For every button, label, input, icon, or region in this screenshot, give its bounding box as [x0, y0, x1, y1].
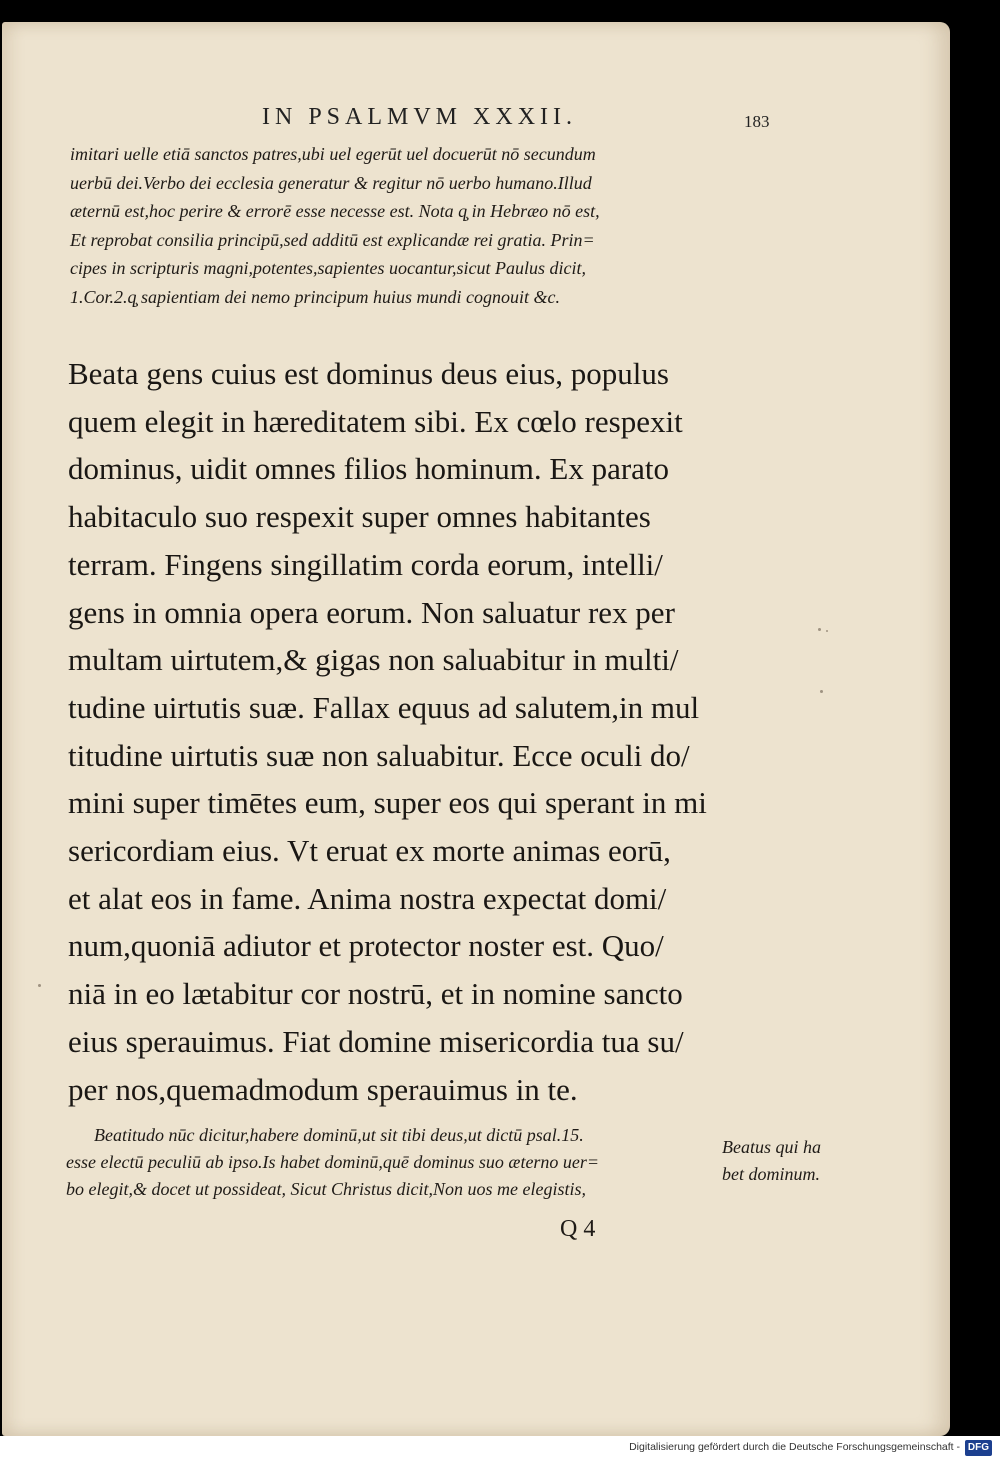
psalm-line: habitaculo suo respexit super omnes habitantes	[68, 499, 651, 535]
psalm-line: per nos,quemadmodum sperauimus in te.	[68, 1071, 578, 1107]
psalm-line: Beata gens cuius est dominus deus eius, populus	[68, 356, 669, 391]
marginal-note-line: Beatus qui ha	[722, 1137, 821, 1157]
psalm-line: gens in omnia opera eorum. Non saluatur rex per	[68, 594, 675, 630]
psalm-text-block	[68, 350, 758, 1113]
commentary-line: Et reprobat consilia principū,sed additū est explicandæ rei gratia. Prin=	[70, 229, 595, 250]
psalm-line: tudine uirtutis suæ. Fallax equus ad salutem,in mul	[68, 689, 700, 725]
running-title: IN PSALMVM XXXII.	[262, 104, 578, 130]
psalm-line: multam uirtutem,& gigas non saluabitur in multi/	[68, 642, 679, 678]
psalm-line: quem elegit in hæreditatem sibi. Ex cœlo respexit	[68, 403, 683, 439]
psalm-line: niā in eo lætabitur cor nostrū, et in nomine sancto	[68, 976, 683, 1012]
psalm-line: num,quoniā adiutor et protector noster est. Quo/	[68, 928, 664, 964]
commentary-block	[70, 140, 745, 312]
psalm-line: terram. Fingens singillatim corda eorum, intelli/	[68, 546, 663, 582]
footnote-block	[66, 1122, 726, 1203]
commentary-line: 1.Cor.2.q̧ sapientiam dei nemo principum huius mundi cognouit &c.	[70, 286, 560, 307]
commentary-line: imitari uelle etiā sanctos patres,ubi uel egerūt uel docuerūt nō secundum	[70, 144, 596, 164]
marginal-note-line: bet dominum.	[722, 1164, 820, 1184]
funding-credit: Digitalisierung gefördert durch die Deutsche Forschungsgemeinschaft -	[629, 1441, 960, 1453]
psalm-line: dominus, uidit omnes filios hominum. Ex parato	[68, 451, 670, 487]
paper-speck	[818, 628, 821, 631]
footnote-line: esse electū peculiū ab ipso.Is habet dominū,quē dominus suo æterno uer=	[66, 1152, 600, 1172]
paper-speck	[820, 690, 823, 693]
psalm-line: mini super timētes eum, super eos qui sperant in mi	[68, 785, 707, 821]
marginal-note	[722, 1134, 862, 1188]
commentary-line: æternū est,hoc perire & errorē esse necesse est. Nota q̧ in Hebræo nō est,	[70, 201, 600, 222]
commentary-line: cipes in scripturis magni,potentes,sapientes uocantur,sicut Paulus dicit,	[70, 258, 586, 279]
folio-number: 183	[744, 112, 770, 131]
psalm-line: et alat eos in fame. Anima nostra expectat domi/	[68, 880, 667, 916]
paper-speck	[826, 630, 828, 632]
psalm-line: eius sperauimus. Fiat domine misericordia tua su/	[68, 1023, 684, 1059]
footer-bar	[0, 1436, 1000, 1462]
signature-mark: Q 4	[560, 1216, 596, 1242]
dfg-logo[interactable]: DFG	[965, 1440, 992, 1456]
commentary-line: uerbū dei.Verbo dei ecclesia generatur & regitur nō uerbo humano.Illud	[70, 172, 592, 193]
psalm-line: titudine uirtutis suæ non saluabitur. Ecce oculi do/	[68, 737, 690, 773]
psalm-line: sericordiam eius. Vt eruat ex morte animas eorū,	[68, 833, 671, 869]
footnote-line: Beatitudo nūc dicitur,habere dominū,ut sit tibi deus,ut dictū psal.15.	[94, 1125, 584, 1145]
paper-speck	[38, 984, 41, 987]
footnote-line: bo elegit,& docet ut possideat, Sicut Christus dicit,Non uos me elegistis,	[66, 1179, 586, 1199]
